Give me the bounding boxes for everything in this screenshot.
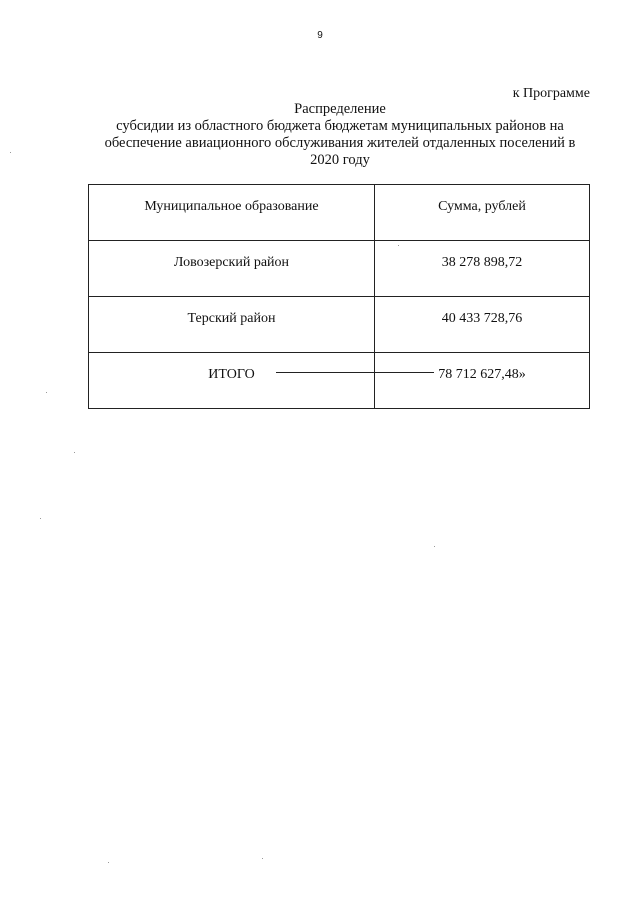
scan-speck	[398, 245, 399, 246]
scan-speck	[46, 392, 47, 393]
total-row	[89, 353, 590, 409]
appendix-reference: к Программе	[512, 86, 590, 101]
scan-speck	[434, 546, 435, 547]
title-line: обеспечение авиационного обслуживания жителей отдаленных поселений в	[104, 135, 576, 151]
table-header-row	[89, 185, 590, 241]
table-row	[89, 297, 590, 353]
table-row	[89, 241, 590, 297]
subsidy-distribution-table	[88, 184, 590, 409]
total-amount-cell: 78 712 627,48»	[374, 353, 589, 409]
scan-speck	[40, 518, 41, 519]
scan-speck	[74, 452, 75, 453]
column-header-municipality: Муниципальное образование	[89, 185, 375, 241]
document-title	[80, 101, 600, 169]
column-header-amount: Сумма, рублей	[374, 185, 589, 241]
title-line: 2020 году	[310, 152, 370, 168]
end-divider-line	[276, 372, 434, 373]
municipality-cell: Ловозерский район	[89, 241, 375, 297]
scan-speck	[108, 862, 109, 863]
scan-speck	[10, 152, 11, 153]
title-line: субсидии из областного бюджета бюджетам муниципальных районов на	[116, 118, 564, 134]
scan-speck	[262, 858, 263, 859]
amount-cell: 38 278 898,72	[374, 241, 589, 297]
amount-cell: 40 433 728,76	[374, 297, 589, 353]
page-number: 9	[317, 30, 323, 41]
municipality-cell: Терский район	[89, 297, 375, 353]
total-label-cell: ИТОГО	[89, 353, 375, 409]
title-line: Распределение	[294, 101, 386, 117]
